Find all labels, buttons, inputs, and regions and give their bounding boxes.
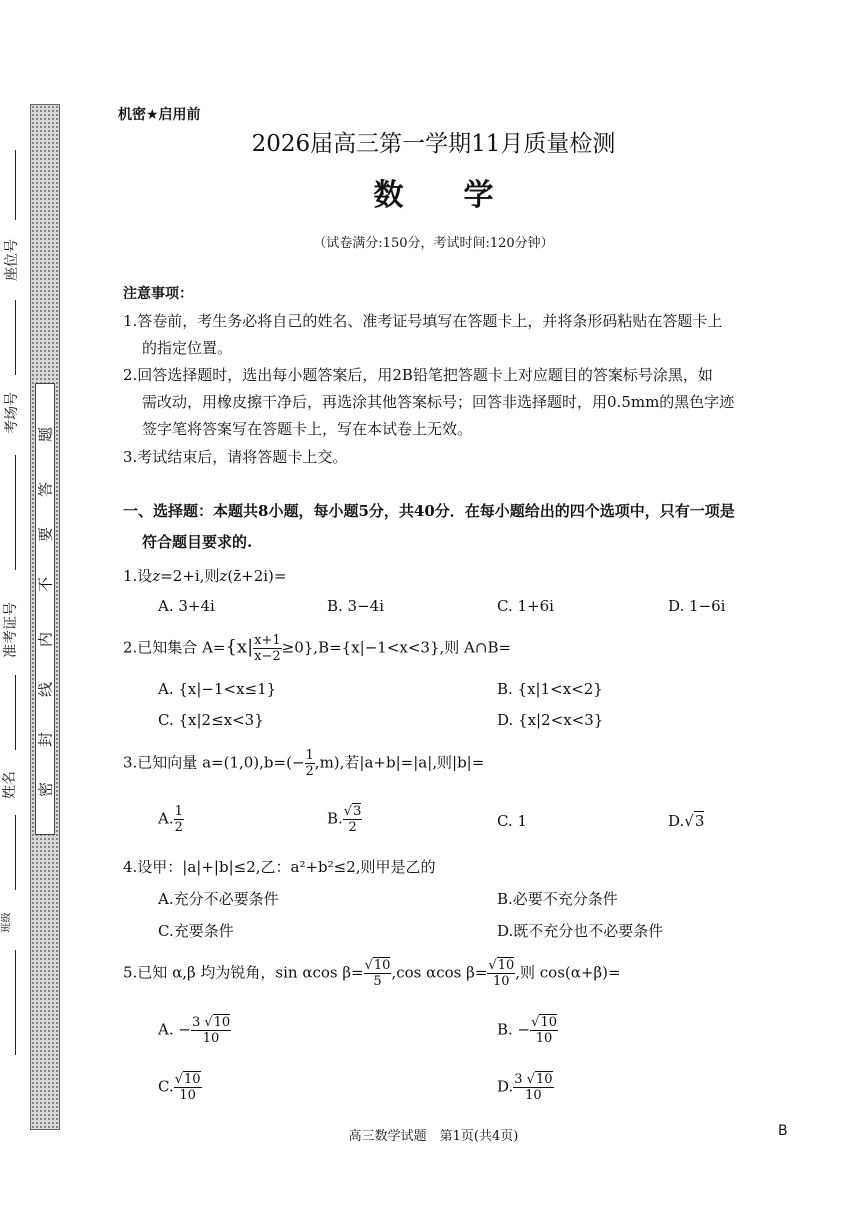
seal-notice bbox=[35, 383, 55, 835]
q2-option-c: C. {x|2≤x<3} bbox=[158, 711, 264, 729]
q1-option-d: D. 1−6i bbox=[668, 597, 726, 615]
exam-room-label: 考场号 bbox=[4, 392, 20, 434]
seal-char: 线 bbox=[36, 682, 55, 698]
q5-option-b: B. − $\frac{√10}{10}$ bbox=[497, 1015, 557, 1046]
q4-option-d: D.既不充分也不必要条件 bbox=[497, 922, 664, 940]
seal-char: 密 bbox=[36, 782, 55, 798]
admission-number-label: 准考证号 bbox=[3, 602, 19, 658]
subject-title: 数 学 bbox=[373, 178, 494, 213]
q4-option-b: B.必要不充分条件 bbox=[497, 890, 618, 908]
q5-option-a: A. − $\frac{3 √10}{10}$ bbox=[158, 1015, 231, 1046]
seat-number-label: 座位号 bbox=[4, 239, 20, 281]
section-title-cont: 符合题目要求的. bbox=[142, 533, 253, 551]
seal-char: 内 bbox=[36, 632, 55, 648]
note-1: 1.答卷前，考生务必将自己的姓名、准考证号填写在答题卡上，并将条形码粘贴在答题卡上 bbox=[123, 312, 723, 330]
q2-option-b: B. {x|1<x<2} bbox=[497, 680, 603, 698]
note-3: 3.考试结束后，请将答题卡上交。 bbox=[123, 448, 348, 466]
q2-option-d: D. {x|2<x<3} bbox=[497, 711, 604, 729]
notes-heading: 注意事项： bbox=[123, 286, 193, 302]
q4-stem: 4.设甲：|a|+|b|≤2,乙：a²+b²≤2,则甲是乙的 bbox=[123, 858, 436, 876]
field-line bbox=[15, 300, 16, 375]
note-2-cont: 需改动，用橡皮擦干净后，再选涂其他答案标号；回答非选择题时，用0.5mm的黑色字迹 bbox=[142, 393, 735, 411]
q1-option-c: C. 1+6i bbox=[497, 597, 554, 615]
seal-char: 答 bbox=[36, 482, 55, 498]
q5-option-c: C. $\frac{√10}{10}$ bbox=[158, 1072, 201, 1103]
name-label: 姓名 bbox=[2, 771, 18, 799]
seal-char: 要 bbox=[36, 527, 55, 543]
q3-option-a: A. $\frac{1}{2}$ bbox=[158, 804, 183, 835]
field-line bbox=[15, 455, 16, 570]
note-2-cont: 签字笔将答案写在答题卡上，写在本试卷上无效。 bbox=[142, 420, 473, 438]
seal-char: 封 bbox=[36, 732, 55, 748]
q3-option-d: D.√3 bbox=[668, 812, 705, 830]
page-footer: 高三数学试题 第1页(共4页) bbox=[348, 1129, 519, 1144]
version-mark: B bbox=[778, 1123, 788, 1139]
q2-stem: 2.已知集合 A={x| $\frac{x+1}{x-2}$ ≥0},B={x|−1<x<3},则 A∩B= bbox=[123, 633, 512, 664]
section-title: 一、选择题：本题共8小题，每小题5分，共40分．在每小题给出的四个选项中，只有一项是 bbox=[123, 502, 735, 520]
q5-stem: 5.已知 α,β 均为锐角，sin αcos β= $\frac{√10}{5}$ ,cos αcos β= $\frac{√10}{10}$ ,则 cos(α+β)= bbox=[123, 958, 621, 989]
q1-option-a: A. 3+4i bbox=[158, 597, 215, 615]
exam-meta: （试卷满分:150分，考试时间:120分钟） bbox=[313, 236, 554, 251]
note-1-cont: 的指定位置。 bbox=[142, 339, 233, 357]
q5-option-d: D. $\frac{3 √10}{10}$ bbox=[497, 1072, 553, 1103]
field-line bbox=[15, 950, 16, 1055]
field-line bbox=[15, 675, 16, 750]
q4-option-a: A.充分不必要条件 bbox=[158, 890, 279, 908]
q3-option-c: C. 1 bbox=[497, 812, 528, 830]
note-2: 2.回答选择题时，选出每小题答案后，用2B铅笔把答题卡上对应题目的答案标号涂黑，如 bbox=[123, 366, 713, 384]
class-label: 班级 bbox=[1, 912, 13, 933]
binding-strip bbox=[30, 104, 60, 1130]
q4-option-c: C.充要条件 bbox=[158, 922, 234, 940]
q3-option-b: B. $\frac{√3}{2}$ bbox=[327, 804, 362, 835]
q3-stem: 3.已知向量 a=(1,0),b=(− $\frac{1}{2}$ ,m),若|a+b|=|a|,则|b|= bbox=[123, 748, 485, 779]
q1-option-b: B. 3−4i bbox=[327, 597, 385, 615]
seal-char: 题 bbox=[36, 427, 55, 443]
confidential-mark: 机密★启用前 bbox=[118, 107, 201, 123]
q2-option-a: A. {x|−1<x≤1} bbox=[158, 680, 277, 698]
exam-title: 2026届高三第一学期11月质量检测 bbox=[251, 131, 616, 157]
seal-char: 不 bbox=[36, 577, 55, 593]
field-line bbox=[15, 815, 16, 890]
q1-stem: 1.设z=2+i,则z(z̄+2i)= bbox=[123, 567, 287, 585]
